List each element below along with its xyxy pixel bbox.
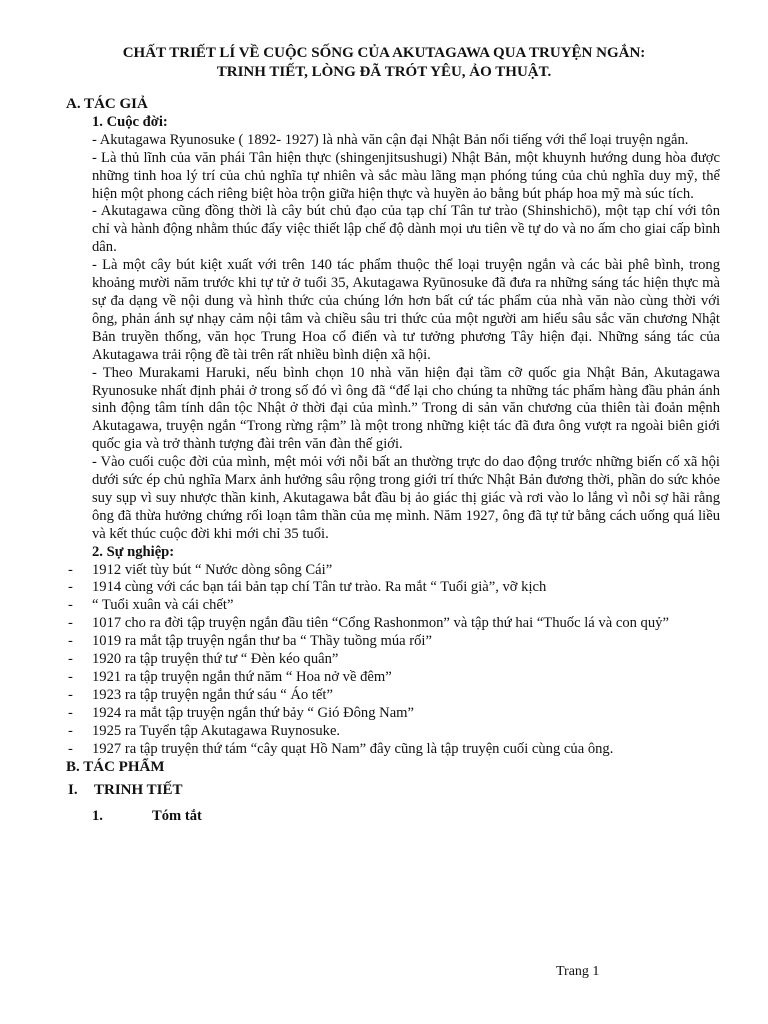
subheading-cuoc-doi: 1. Cuộc đời: [92, 113, 168, 130]
list-item: - 1923 ra tập truyện ngắn thứ sáu “ Áo tết” [68, 686, 333, 703]
subheading-su-nghiep: 2. Sự nghiệp: [92, 543, 175, 560]
list-item: - 1924 ra mắt tập truyện ngắn thứ bảy “ Gió Đông Nam” [68, 704, 414, 721]
heading-trinh-tiet [68, 782, 720, 800]
roman-heading-label: TRINH TIẾT [94, 782, 183, 799]
list-item: - 1914 cùng với các bạn tái bản tạp chí Tân tư trào. Ra mắt “ Tuổi già”, vỡ kịch [68, 579, 547, 596]
career-list [68, 561, 720, 759]
list-item: - 1920 ra tập truyện thứ tư “ Đèn kéo quân” [68, 651, 339, 668]
section-a-heading: A. TÁC GIẢ [66, 96, 148, 112]
paragraph: - Theo Murakami Haruki, nếu bình chọn 10 nhà văn hiện đại tầm cỡ quốc gia Nhật Bản, Akutagawa Ryunosuke nhất định phải ở trong số đó vì ông đã “để lại cho chúng ta những tác phẩm hàng đầu phản ánh sinh động tâm tính dân tộc Nhật ở thời đại của mình.” Trong di sản văn chương của thiên tài đoản mệnh Akutagawa, truyện ngắn “Trong rừng rậm” là một trong những kiệt tác đã đưa ông vượt ra ngoài biên giới quốc gia và trở thành tượng đài trên văn đàn thế giới. [92, 364, 720, 453]
title-line-1: CHẤT TRIẾT LÍ VỀ CUỘC SỐNG CỦA AKUTAGAWA QUA TRUYỆN NGẮN: [122, 45, 646, 61]
list-item: - “ Tuổi xuân và cái chết” [68, 597, 234, 614]
paragraph: - Vào cuối cuộc đời của mình, mệt mỏi với nỗi bất an thường trực do dao động trước những biến cố xã hội dưới sức ép chủ nghĩa Marx ảnh hưởng sâu rộng trong giới trí thức Nhật Bản đương thời, phần do sức khỏe suy sụp vì suy nhược thần kinh, Akutagawa bắt đầu bị ảo giác thị giác và rơi vào lo lắng vì nỗi sợ hãi rằng ông đã thừa hưởng chứng rối loạn tâm thần của mẹ mình. Năm 1927, ông đã tự tử bằng cách uống quá liều và kết thúc cuộc đời khi mới chỉ 35 tuổi. [92, 454, 720, 542]
document-title [40, 44, 728, 82]
section-b-heading: B. TÁC PHẨM [66, 758, 165, 775]
numbered-heading-label: Tóm tắt [152, 808, 202, 825]
paragraph: - Là một cây bút kiệt xuất với trên 140 tác phẩm thuộc thể loại truyện ngắn và các bài phê bình, trong khoảng mười năm trước khi tự tử ở tuổi 35, Akutagawa Ryūnosuke đã đưa ra những sáng tác hiện thực mà sự đa dạng về nội dung và hình thức của chúng lớn hơn bất cứ tác phẩm của nhà văn nào cùng thời với ông, phản ánh sự nhạy cảm nội tâm và chiều sâu tri thức của một người am hiểu sâu sắc văn chương Nhật Bản truyền thống, văn học Trung Hoa cổ điển và tư tưởng phương Tây hiện đại. Những sáng tác của Akutagawa trải rộng đề tài trên rất nhiều bình diện xã hội. [92, 257, 720, 363]
list-item: - 1921 ra tập truyện ngắn thứ năm “ Hoa nở về đêm” [68, 669, 392, 685]
roman-numeral: I. [68, 782, 78, 799]
paragraph: - Akutagawa Ryunosuke ( 1892- 1927) là nhà văn cận đại Nhật Bản nổi tiếng với thể loại truyện ngắn. [92, 131, 689, 148]
list-item: - 1925 ra Tuyển tập Akutagawa Ruynosuke. [68, 722, 341, 739]
list-item: - 1019 ra mắt tập truyện ngắn thư ba “ Thầy tuồng múa rối” [68, 633, 432, 650]
section-number: 1. [92, 808, 103, 825]
list-item: - 1912 viết tùy bút “ Nước dòng sông Cái” [68, 561, 333, 578]
document-body [66, 96, 720, 826]
list-item: - 1927 ra tập truyện thứ tám “cây quạt Hồ Nam” đây cũng là tập truyện cuối cùng của ông. [68, 740, 614, 757]
list-item: - 1017 cho ra đời tập truyện ngắn đầu tiên “Cổng Rashonmon” và tập thứ hai “Thuốc lá và con quỷ” [68, 615, 669, 632]
page-number: Trang 1 [556, 964, 600, 979]
paragraph: - Là thủ lĩnh của văn phái Tân hiện thực (shingenjitsushugi) Nhật Bản, một khuynh hướng dung hòa được những tinh hoa lý trí của chủ nghĩa tự nhiên và sắc màu lãng mạn phóng túng của chủ nghĩa duy mỹ, thể hiện một phong cách riêng biệt hòa trộn giữa hiện thực và huyền ảo bằng bút pháp hoa mỹ mà súc tích. [92, 149, 720, 202]
title-line-2: TRINH TIẾT, LÒNG ĐÃ TRÓT YÊU, ẢO THUẬT. [216, 64, 552, 80]
heading-tom-tat [92, 808, 720, 826]
paragraph: - Akutagawa cũng đồng thời là cây bút chủ đạo của tạp chí Tân tư trào (Shinshichō), một tạp chí với tôn chỉ và hành động nhằm thúc đẩy việc thiết lập chế độ dành mọi ưu tiên về tự do và no ấm cho giai cấp bình dân. [92, 203, 720, 256]
